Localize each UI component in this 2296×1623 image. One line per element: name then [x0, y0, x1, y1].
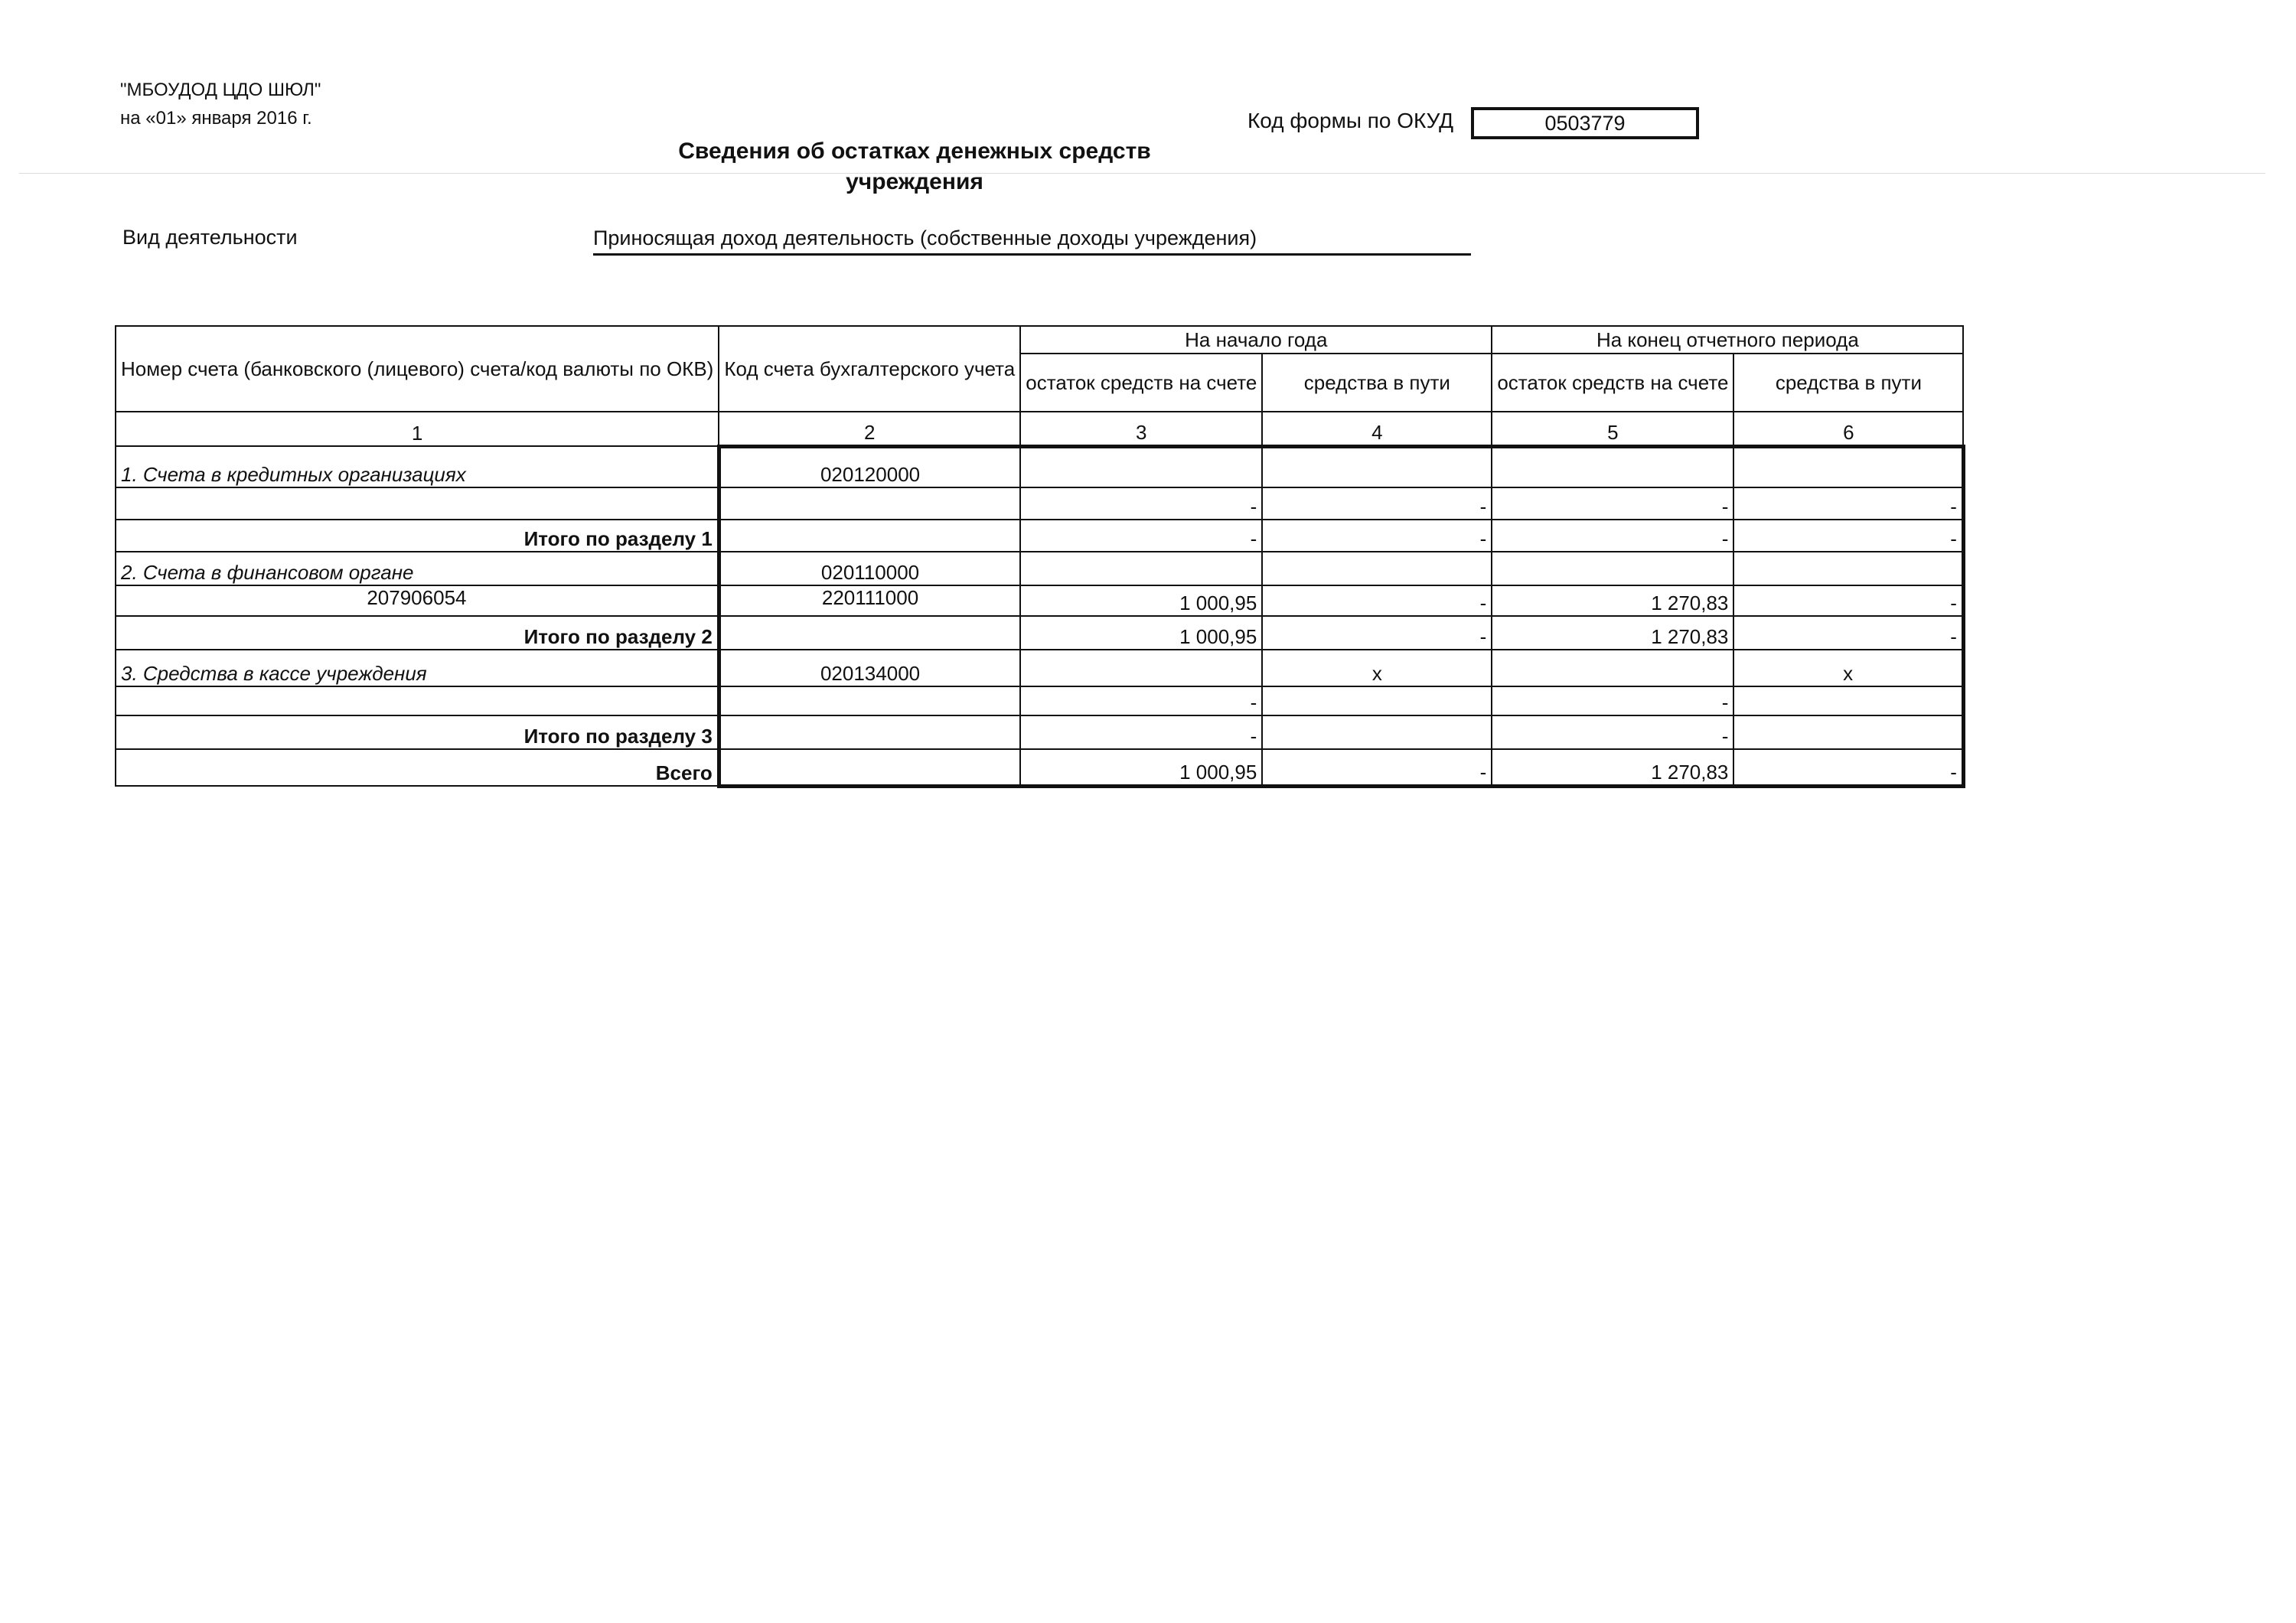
value-cell: -: [1733, 487, 1963, 520]
value-cell: 1 270,83: [1492, 616, 1733, 650]
table-row: [116, 650, 1963, 686]
account-number-cell: [116, 487, 719, 520]
table-row: [116, 552, 1963, 585]
value-cell: -: [1733, 520, 1963, 552]
value-cell: [1262, 715, 1492, 749]
header-end-balance: остаток средств на счете: [1492, 354, 1733, 412]
value-cell: -: [1492, 487, 1733, 520]
value-cell: 1 270,83: [1492, 749, 1733, 786]
column-number: 2: [719, 412, 1020, 446]
value-cell: [1020, 650, 1262, 686]
value-cell: -: [1262, 585, 1492, 616]
account-code-cell: [719, 616, 1020, 650]
column-number: 6: [1733, 412, 1963, 446]
header-start-of-year: На начало года: [1020, 326, 1492, 354]
value-cell: -: [1492, 715, 1733, 749]
value-cell: [1733, 552, 1963, 585]
section-2-total-label: Итого по разделу 2: [116, 616, 719, 650]
table-row: [116, 585, 1963, 616]
value-cell: -: [1262, 616, 1492, 650]
value-cell: [1492, 650, 1733, 686]
activity-value: Приносящая доход деятельность (собственные доходы учреждения): [593, 227, 1471, 256]
okud-label: Код формы по ОКУД: [1247, 109, 1454, 132]
value-cell: [1262, 552, 1492, 585]
okud-code-box: 0503779: [1471, 107, 1699, 139]
value-cell: x: [1262, 650, 1492, 686]
column-number: 1: [116, 412, 719, 446]
value-cell: -: [1492, 686, 1733, 715]
value-cell: 1 000,95: [1020, 616, 1262, 650]
value-cell: -: [1020, 715, 1262, 749]
value-cell: [1733, 446, 1963, 487]
section-3-total-label: Итого по разделу 3: [116, 715, 719, 749]
value-cell: 1 270,83: [1492, 585, 1733, 616]
table-row: [116, 686, 1963, 715]
title-line-2: учреждения: [846, 169, 983, 194]
header-end-transit: средства в пути: [1733, 354, 1963, 412]
column-number: 4: [1262, 412, 1492, 446]
document-title: [612, 136, 1217, 197]
account-code-cell: [719, 749, 1020, 786]
value-cell: -: [1020, 487, 1262, 520]
value-cell: -: [1733, 616, 1963, 650]
column-number: 5: [1492, 412, 1733, 446]
account-code-cell: 020120000: [719, 446, 1020, 487]
header-end-of-period: На конец отчетного периода: [1492, 326, 1963, 354]
value-cell: x: [1733, 650, 1963, 686]
value-cell: -: [1020, 520, 1262, 552]
account-code-cell: 020134000: [719, 650, 1020, 686]
section-3-title: 3. Средства в кассе учреждения: [116, 650, 719, 686]
value-cell: [1262, 446, 1492, 487]
value-cell: -: [1262, 749, 1492, 786]
title-line-1: Сведения об остатках денежных средств: [678, 139, 1151, 164]
table-row: [116, 749, 1963, 786]
value-cell: [1020, 446, 1262, 487]
value-cell: [1733, 686, 1963, 715]
value-cell: -: [1733, 749, 1963, 786]
report-date: на «01» января 2016 г.: [120, 108, 312, 129]
section-1-total-label: Итого по разделу 1: [116, 520, 719, 552]
balances-table: [115, 325, 1965, 788]
value-cell: [1262, 686, 1492, 715]
value-cell: -: [1020, 686, 1262, 715]
value-cell: -: [1262, 520, 1492, 552]
table-row: [116, 446, 1963, 487]
value-cell: [1492, 552, 1733, 585]
grand-total-label: Всего: [116, 749, 719, 786]
value-cell: [1733, 715, 1963, 749]
value-cell: [1492, 446, 1733, 487]
activity-label: Вид деятельности: [122, 226, 298, 249]
header-account-code: Код счета бухгалтерского учета: [719, 326, 1020, 412]
account-code-cell: [719, 487, 1020, 520]
section-2-title: 2. Счета в финансовом органе: [116, 552, 719, 585]
table-row: [116, 616, 1963, 650]
value-cell: [1020, 552, 1262, 585]
header-account-number: Номер счета (банковского (лицевого) счета/код валюты по ОКВ): [116, 326, 719, 412]
account-code-cell: [719, 686, 1020, 715]
account-number-cell: [116, 686, 719, 715]
header-start-balance: остаток средств на счете: [1020, 354, 1262, 412]
table-row: [116, 520, 1963, 552]
section-1-title: 1. Счета в кредитных организациях: [116, 446, 719, 487]
value-cell: 1 000,95: [1020, 585, 1262, 616]
table-row: [116, 487, 1963, 520]
value-cell: -: [1492, 520, 1733, 552]
account-code-cell: 020110000: [719, 552, 1020, 585]
account-number-cell: 207906054: [116, 585, 719, 616]
value-cell: -: [1262, 487, 1492, 520]
account-code-cell: [719, 715, 1020, 749]
value-cell: 1 000,95: [1020, 749, 1262, 786]
account-code-cell: [719, 520, 1020, 552]
account-code-cell: 220111000: [719, 585, 1020, 616]
column-number: 3: [1020, 412, 1262, 446]
table-row: [116, 715, 1963, 749]
header-start-transit: средства в пути: [1262, 354, 1492, 412]
organization-name: "МБОУДОД ЦДО ШЮЛ": [120, 80, 321, 100]
value-cell: -: [1733, 585, 1963, 616]
